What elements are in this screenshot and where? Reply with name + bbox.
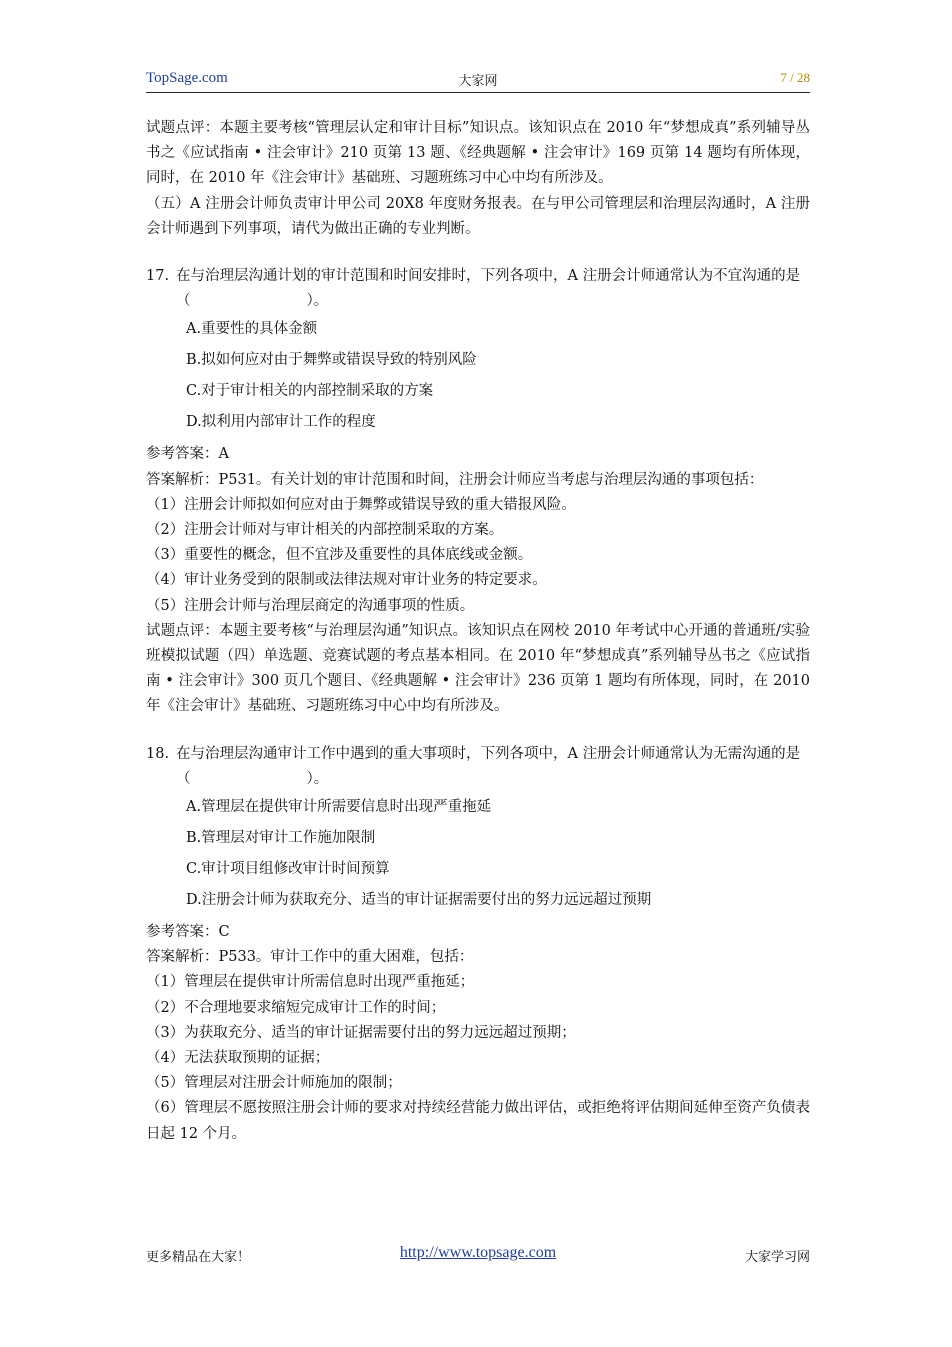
question-17-stem [146,264,810,314]
page-header [146,70,810,93]
question-18-option-a: A.管理层在提供审计所需要信息时出现严重拖延 [186,799,492,816]
question-17-option-b: B.拟如何应对由于舞弊或错误导致的特别风险 [186,352,477,369]
question-17-answer: 参考答案：A [146,446,229,463]
question-18-point-5: （5）管理层对注册会计师施加的限制； [146,1075,402,1092]
question-18-option-c: C.审计项目组修改审计时间预算 [186,861,390,878]
page-content [146,116,810,1147]
question-17-point-4: （4）审计业务受到的限制或法律法规对审计业务的特定要求。 [146,572,547,589]
page-number: 7 / 28 [780,70,810,85]
question-17-analysis: 答案解析：P531。有关计划的审计范围和时间，注册会计师应当考虑与治理层沟通的事项包括： [146,471,764,488]
question-17-option-a: A.重要性的具体金额 [186,321,318,338]
case-description: （五）A 注册会计师负责审计甲公司 20X8 年度财务报表。在与甲公司管理层和治理层沟通时，A 注册会计师遇到下列事项，请代为做出正确的专业判断。 [146,195,810,237]
question-18 [146,742,810,1147]
question-18-point-4: （4）无法获取预期的证据； [146,1050,330,1067]
question-17-number: 17. [146,268,170,285]
question-17-point-3: （3）重要性的概念，但不宜涉及重要性的具体底线或金额。 [146,547,533,564]
question-18-answer: 参考答案：C [146,924,230,941]
question-18-point-2: （2）不合理地要求缩短完成审计工作的时间； [146,999,446,1016]
footer-website-link[interactable]: http://www.topsage.com [399,1244,557,1261]
question-18-option-b: B.管理层对审计工作施加限制 [186,830,376,847]
question-18-option-d: D.注册会计师为获取充分、适当的审计证据需要付出的努力远远超过预期 [186,892,652,909]
question-17 [146,264,810,720]
question-17-option-d: D.拟利用内部审计工作的程度 [186,414,376,431]
question-18-number: 18. [146,745,170,762]
question-17-review: 试题点评：本题主要考核“与治理层沟通”知识点。该知识点在网校 2010 年考试中心开通的普通班/实验班模拟试题（四）单选题、竞赛试题的考点基本相同。在 2010 年“梦想成真”系列辅导丛书之《应试指南 • 注会审计》300 页几个题目、《经典题解 • 注会审计》236 页第 1 题均有所体现，同时，在 2010 年《注会审计》基础班、习题班练习中心中均有所涉及。 [146,622,810,715]
page-footer [146,1246,810,1268]
question-17-text: 在与治理层沟通计划的审计范围和时间安排时，下列各项中，A 注册会计师通常认为不宜沟通的是（ ）。 [176,268,801,310]
header-brand: TopSage.com [146,70,228,86]
question-17-point-1: （1）注册会计师拟如何应对由于舞弊或错误导致的重大错报风险。 [146,496,576,513]
question-18-analysis: 答案解析：P533。审计工作中的重大困难，包括： [146,949,474,966]
question-18-point-1: （1）管理层在提供审计所需信息时出现严重拖延； [146,974,475,991]
footer-site-name: 大家学习网 [744,1250,810,1265]
header-site-name: 大家网 [458,74,498,89]
question-17-point-5: （5）注册会计师与治理层商定的沟通事项的性质。 [146,597,475,614]
footer-link-wrap [146,1244,810,1262]
question-17-option-c: C.对于审计相关的内部控制采取的方案 [186,383,434,400]
question-18-point-6: （6）管理层不愿按照注册会计师的要求对持续经营能力做出评估，或拒绝将评估期间延伸至资产负债表日起 12 个月。 [146,1100,810,1142]
question-18-text: 在与治理层沟通审计工作中遇到的重大事项时，下列各项中，A 注册会计师通常认为无需沟通的是（ ）。 [176,745,801,787]
question-17-point-2: （2）注册会计师对与审计相关的内部控制采取的方案。 [146,522,504,539]
intro-review: 试题点评：本题主要考核“管理层认定和审计目标”知识点。该知识点在 2010 年“梦想成真”系列辅导丛书之《应试指南 • 注会审计》210 页第 13 题、《经典题解 • 注会审计》169 页第 14 题均有所体现，同时，在 2010 年《注会审计》基础班、习题班练习中心中均有所涉及。 [146,120,810,187]
question-18-point-3: （3）为获取充分、适当的审计证据需要付出的努力远远超过预期； [146,1024,576,1041]
question-18-stem [146,742,810,792]
footer-slogan: 更多精品在大家！ [146,1250,251,1265]
